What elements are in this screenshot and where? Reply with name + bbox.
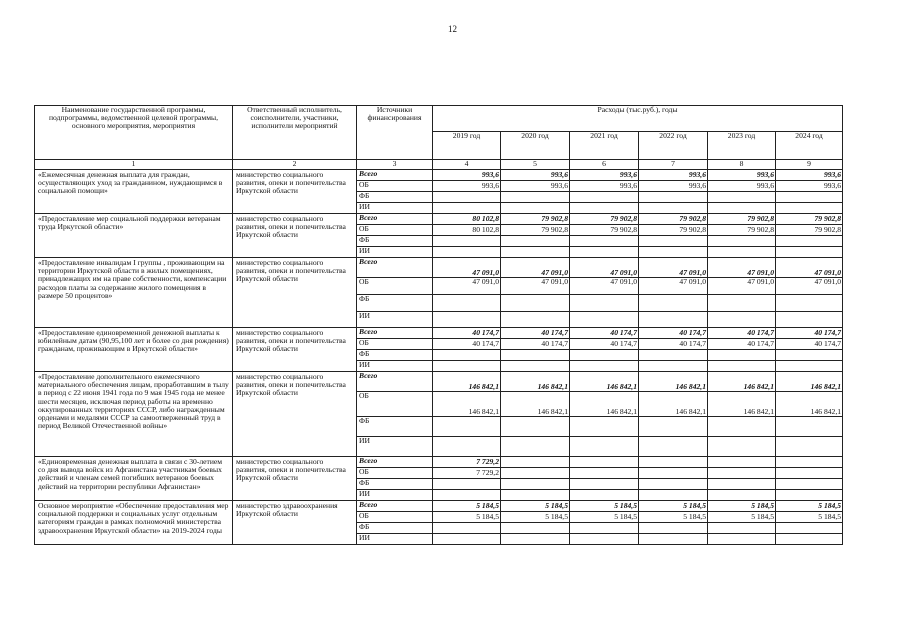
amount-cell: 47 091,0 (433, 258, 501, 278)
funding-source: ИИ (357, 437, 433, 457)
amount-cell (708, 490, 776, 501)
amount-cell (570, 534, 639, 545)
column-number: 2 (233, 160, 357, 170)
amount-cell (639, 523, 708, 534)
amount-cell (433, 350, 501, 361)
amount-cell: 5 184,5 (776, 501, 843, 512)
amount-cell: 40 174,7 (570, 328, 639, 339)
amount-cell: 5 184,5 (570, 501, 639, 512)
amount-cell: 146 842,1 (570, 372, 639, 392)
amount-cell (776, 437, 843, 457)
amount-cell: 47 091,0 (501, 258, 570, 278)
amount-cell (639, 312, 708, 328)
amount-cell (501, 236, 570, 247)
amount-cell (433, 490, 501, 501)
header-year: 2024 год (776, 132, 843, 160)
amount-cell: 79 902,8 (570, 225, 639, 236)
measure-name: «Предоставление инвалидам I группы , проживающим на территории Иркутской области в жилых помещениях, принадлежащих им на праве собственности, компенсации расходов платы за содержание жилого помещения в размере 50 процентов» (35, 258, 233, 328)
table-row (35, 328, 843, 339)
column-number: 9 (776, 160, 843, 170)
amount-cell (501, 295, 570, 312)
funding-source: ИИ (357, 312, 433, 328)
funding-source: ИИ (357, 361, 433, 372)
amount-cell (570, 457, 639, 468)
amount-cell: 40 174,7 (776, 339, 843, 350)
amount-cell (776, 295, 843, 312)
amount-cell (570, 523, 639, 534)
amount-cell (501, 203, 570, 214)
amount-cell (501, 417, 570, 437)
amount-cell (570, 236, 639, 247)
funding-source: ИИ (357, 247, 433, 258)
amount-cell (776, 236, 843, 247)
amount-cell (708, 312, 776, 328)
amount-cell (776, 350, 843, 361)
amount-cell: 5 184,5 (776, 512, 843, 523)
amount-cell: 47 091,0 (776, 278, 843, 295)
amount-cell: 146 842,1 (708, 392, 776, 417)
amount-cell (501, 312, 570, 328)
funding-source: Всего (357, 457, 433, 468)
header-expenses: Расходы (тыс.руб.), годы (433, 106, 843, 132)
amount-cell: 40 174,7 (501, 339, 570, 350)
amount-cell: 146 842,1 (433, 372, 501, 392)
column-number: 7 (639, 160, 708, 170)
header-executor: Ответственный исполнитель, соисполнители, участники, исполнители мероприятий (233, 106, 357, 160)
column-number: 5 (501, 160, 570, 170)
amount-cell (639, 479, 708, 490)
amount-cell (501, 247, 570, 258)
budget-table (34, 105, 843, 545)
page-number: 12 (448, 24, 457, 34)
funding-source: ОБ (357, 392, 433, 417)
amount-cell (570, 192, 639, 203)
measure-name: «Единовременная денежная выплата в связи с 30-летием со дня вывода войск из Афганистана участникам боевых действий и членам семей погибших ветеранов боевых действий на территории республики Афганистан» (35, 457, 233, 501)
amount-cell (776, 417, 843, 437)
column-number: 4 (433, 160, 501, 170)
amount-cell: 79 902,8 (570, 214, 639, 225)
amount-cell: 40 174,7 (639, 339, 708, 350)
amount-cell: 146 842,1 (639, 392, 708, 417)
amount-cell: 5 184,5 (501, 512, 570, 523)
amount-cell: 993,6 (433, 170, 501, 181)
amount-cell (433, 417, 501, 437)
funding-source: ОБ (357, 225, 433, 236)
amount-cell (501, 490, 570, 501)
amount-cell (639, 361, 708, 372)
funding-source: ФБ (357, 350, 433, 361)
amount-cell: 993,6 (708, 181, 776, 192)
table-body (35, 170, 843, 545)
amount-cell: 79 902,8 (776, 214, 843, 225)
amount-cell: 993,6 (501, 170, 570, 181)
executor: министерство здравоохранения Иркутской области (233, 501, 357, 545)
amount-cell: 993,6 (570, 181, 639, 192)
amount-cell (570, 437, 639, 457)
executor: министерство социального развития, опеки и попечительства Иркутской области (233, 170, 357, 214)
funding-source: ФБ (357, 417, 433, 437)
executor: министерство социального развития, опеки и попечительства Иркутской области (233, 457, 357, 501)
funding-source: ФБ (357, 523, 433, 534)
amount-cell: 146 842,1 (433, 392, 501, 417)
amount-cell (433, 523, 501, 534)
amount-cell (433, 247, 501, 258)
amount-cell (639, 192, 708, 203)
amount-cell (708, 417, 776, 437)
amount-cell (708, 295, 776, 312)
funding-source: ФБ (357, 192, 433, 203)
funding-source: ОБ (357, 278, 433, 295)
amount-cell (776, 361, 843, 372)
column-number: 6 (570, 160, 639, 170)
executor: министерство социального развития, опеки и попечительства Иркутской области (233, 214, 357, 258)
header-sources: Источники финансирования (357, 106, 433, 160)
amount-cell: 146 842,1 (501, 392, 570, 417)
funding-source: ОБ (357, 468, 433, 479)
amount-cell: 993,6 (433, 181, 501, 192)
amount-cell: 5 184,5 (433, 501, 501, 512)
amount-cell (570, 361, 639, 372)
measure-name: «Предоставление дополнительного ежемесячного материального обеспечения лицам, проработавшим в тылу в период с 22 июня 1941 года по 9 мая 1945 года не менее шести месяцев, исключая период работы на временно оккупированных территориях СССР, либо награжденным орденами и медалями СССР за самоотверженный труд в период Великой Отечественной войны» (35, 372, 233, 457)
amount-cell (501, 361, 570, 372)
amount-cell: 79 902,8 (501, 225, 570, 236)
amount-cell: 40 174,7 (501, 328, 570, 339)
funding-source: Всего (357, 501, 433, 512)
column-number: 1 (35, 160, 233, 170)
amount-cell (776, 457, 843, 468)
measure-name: «Предоставление мер социальной поддержки ветеранам труда Иркутской области» (35, 214, 233, 258)
amount-cell (639, 236, 708, 247)
amount-cell (433, 236, 501, 247)
amount-cell (501, 468, 570, 479)
executor: министерство социального развития, опеки и попечительства Иркутской области (233, 328, 357, 372)
funding-source: ОБ (357, 339, 433, 350)
amount-cell (639, 295, 708, 312)
amount-cell (708, 247, 776, 258)
amount-cell (776, 247, 843, 258)
amount-cell (708, 468, 776, 479)
amount-cell (708, 361, 776, 372)
amount-cell: 79 902,8 (639, 225, 708, 236)
funding-source: ОБ (357, 512, 433, 523)
amount-cell: 5 184,5 (708, 512, 776, 523)
amount-cell (570, 417, 639, 437)
amount-cell (639, 247, 708, 258)
funding-source: ФБ (357, 295, 433, 312)
amount-cell (776, 192, 843, 203)
amount-cell (776, 479, 843, 490)
amount-cell: 146 842,1 (570, 392, 639, 417)
amount-cell: 79 902,8 (708, 225, 776, 236)
amount-cell: 993,6 (776, 181, 843, 192)
funding-source: ФБ (357, 479, 433, 490)
amount-cell (639, 203, 708, 214)
amount-cell (708, 203, 776, 214)
amount-cell (639, 437, 708, 457)
amount-cell: 5 184,5 (639, 512, 708, 523)
amount-cell: 5 184,5 (639, 501, 708, 512)
amount-cell (433, 479, 501, 490)
amount-cell (639, 534, 708, 545)
executor: министерство социального развития, опеки и попечительства Иркутской области (233, 372, 357, 457)
amount-cell (501, 350, 570, 361)
amount-cell (708, 192, 776, 203)
amount-cell: 40 174,7 (708, 339, 776, 350)
amount-cell (708, 437, 776, 457)
amount-cell (639, 350, 708, 361)
amount-cell: 40 174,7 (433, 328, 501, 339)
amount-cell: 79 902,8 (708, 214, 776, 225)
amount-cell (708, 236, 776, 247)
table-row (35, 214, 843, 225)
amount-cell: 7 729,2 (433, 457, 501, 468)
amount-cell (776, 312, 843, 328)
amount-cell: 47 091,0 (776, 258, 843, 278)
measure-name: «Ежемесячная денежная выплата для граждан, осуществляющих уход за гражданином, нуждающимся в социальной помощи» (35, 170, 233, 214)
table-row (35, 501, 843, 512)
amount-cell: 47 091,0 (639, 258, 708, 278)
amount-cell (570, 203, 639, 214)
amount-cell: 47 091,0 (433, 278, 501, 295)
column-number: 8 (708, 160, 776, 170)
amount-cell (501, 437, 570, 457)
amount-cell: 80 102,8 (433, 225, 501, 236)
amount-cell (708, 457, 776, 468)
amount-cell: 47 091,0 (570, 278, 639, 295)
amount-cell (433, 295, 501, 312)
amount-cell (501, 457, 570, 468)
amount-cell (708, 523, 776, 534)
funding-source: Всего (357, 258, 433, 278)
amount-cell (776, 534, 843, 545)
amount-cell: 146 842,1 (708, 372, 776, 392)
amount-cell (708, 534, 776, 545)
amount-cell: 79 902,8 (639, 214, 708, 225)
amount-cell (708, 350, 776, 361)
amount-cell (570, 350, 639, 361)
amount-cell (776, 490, 843, 501)
amount-cell (501, 192, 570, 203)
amount-cell (639, 490, 708, 501)
funding-source: Всего (357, 328, 433, 339)
funding-source: ИИ (357, 534, 433, 545)
amount-cell (570, 468, 639, 479)
amount-cell: 146 842,1 (501, 372, 570, 392)
amount-cell: 5 184,5 (570, 512, 639, 523)
amount-cell: 40 174,7 (433, 339, 501, 350)
amount-cell (433, 437, 501, 457)
table-row (35, 170, 843, 181)
amount-cell (570, 490, 639, 501)
amount-cell (501, 479, 570, 490)
funding-source: Всего (357, 214, 433, 225)
funding-source: ФБ (357, 236, 433, 247)
amount-cell: 80 102,8 (433, 214, 501, 225)
amount-cell: 47 091,0 (501, 278, 570, 295)
amount-cell (433, 192, 501, 203)
funding-source: Всего (357, 170, 433, 181)
amount-cell: 40 174,7 (639, 328, 708, 339)
amount-cell: 146 842,1 (776, 372, 843, 392)
header-name: Наименование государственной программы, подпрограммы, ведомственной целевой программы, основного мероприятия, мероприятия (35, 106, 233, 160)
amount-cell: 47 091,0 (570, 258, 639, 278)
amount-cell: 40 174,7 (776, 328, 843, 339)
measure-name: «Предоставление единовременной денежной выплаты к юбилейным датам (90,95,100 лет и более со дня рождения) гражданам, проживающим в Иркутской области» (35, 328, 233, 372)
amount-cell: 40 174,7 (708, 328, 776, 339)
header-year: 2020 год (501, 132, 570, 160)
amount-cell (639, 457, 708, 468)
amount-cell: 47 091,0 (708, 278, 776, 295)
column-number-row (35, 160, 843, 170)
amount-cell (570, 479, 639, 490)
amount-cell (570, 247, 639, 258)
amount-cell (570, 295, 639, 312)
amount-cell: 146 842,1 (639, 372, 708, 392)
amount-cell (639, 468, 708, 479)
amount-cell (501, 523, 570, 534)
executor: министерство социального развития, опеки и попечительства Иркутской области (233, 258, 357, 328)
amount-cell: 146 842,1 (776, 392, 843, 417)
table-row (35, 372, 843, 392)
amount-cell: 993,6 (639, 181, 708, 192)
amount-cell (433, 361, 501, 372)
amount-cell: 993,6 (501, 181, 570, 192)
amount-cell: 47 091,0 (708, 258, 776, 278)
header-year: 2019 год (433, 132, 501, 160)
amount-cell: 5 184,5 (708, 501, 776, 512)
amount-cell: 7 729,2 (433, 468, 501, 479)
amount-cell (570, 312, 639, 328)
amount-cell: 40 174,7 (570, 339, 639, 350)
amount-cell (433, 312, 501, 328)
amount-cell (501, 534, 570, 545)
amount-cell (433, 534, 501, 545)
amount-cell (776, 468, 843, 479)
amount-cell (776, 203, 843, 214)
funding-source: ИИ (357, 490, 433, 501)
funding-source: ИИ (357, 203, 433, 214)
amount-cell: 79 902,8 (501, 214, 570, 225)
amount-cell: 79 902,8 (776, 225, 843, 236)
header-year: 2021 год (570, 132, 639, 160)
table-row (35, 457, 843, 468)
column-number: 3 (357, 160, 433, 170)
amount-cell: 5 184,5 (433, 512, 501, 523)
amount-cell (639, 417, 708, 437)
amount-cell: 993,6 (570, 170, 639, 181)
amount-cell: 993,6 (639, 170, 708, 181)
header-year: 2022 год (639, 132, 708, 160)
amount-cell: 5 184,5 (501, 501, 570, 512)
funding-source: Всего (357, 372, 433, 392)
funding-source: ОБ (357, 181, 433, 192)
header-year: 2023 год (708, 132, 776, 160)
amount-cell: 993,6 (708, 170, 776, 181)
table-row (35, 258, 843, 278)
amount-cell: 993,6 (776, 170, 843, 181)
measure-name: Основное мероприятие «Обеспечение предоставления мер социальной поддержки и социальных услуг отдельным категориям граждан в рамках полномочий министерства здравоохранения Иркутской области» на 2019-2024 годы (35, 501, 233, 545)
amount-cell (776, 523, 843, 534)
amount-cell (433, 203, 501, 214)
amount-cell: 47 091,0 (639, 278, 708, 295)
amount-cell (708, 479, 776, 490)
